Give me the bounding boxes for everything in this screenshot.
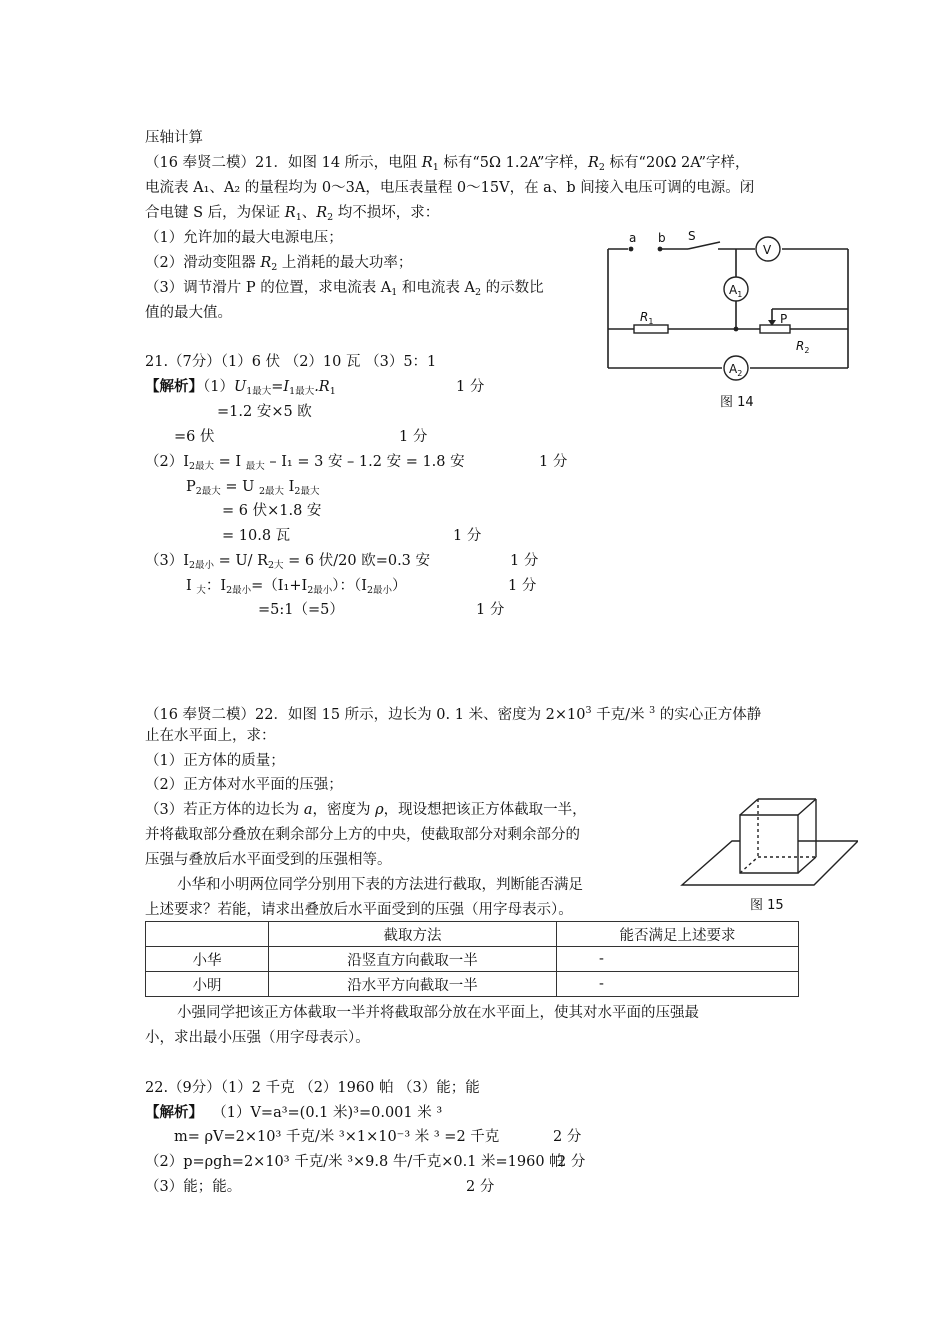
circuit-diagram-figure14 — [600, 222, 860, 417]
table-row — [146, 947, 799, 972]
q22-part3-line1 — [145, 800, 587, 820]
section-heading: 压轴计算 — [145, 130, 203, 146]
text: =I — [271, 379, 290, 395]
text: 【解析】 — [145, 378, 203, 395]
q22-step1a — [145, 1103, 442, 1123]
text: （3）若正方体的边长为 — [145, 802, 304, 818]
subscript: 1 — [432, 162, 439, 173]
table-cell: 小明 — [146, 972, 269, 997]
table-header-cell: 截取方法 — [269, 922, 557, 947]
q21-part3-line2: 值的最大值。 — [145, 305, 232, 321]
q22-part4-line1: 小强同学把该正方体截取一半并将截取部分放在水平面上，使其对水平面的压强最 — [177, 1005, 699, 1021]
symbol: R — [587, 155, 599, 171]
text: I — [284, 479, 295, 495]
subscript: 2 — [475, 287, 482, 298]
q21-stem-line3 — [145, 203, 439, 228]
q22-step3: （3）能；能。 — [145, 1179, 242, 1195]
label-a2: $A_2$ — [729, 362, 743, 378]
score: 1 分 — [508, 578, 537, 594]
text: 千克/米 — [591, 707, 650, 723]
text: 均不损坏，求： — [333, 205, 440, 221]
q22-stem-line2: 止在水平面上，求： — [145, 728, 276, 744]
figure15-caption: 图 15 — [750, 898, 784, 913]
subscript: 1 — [391, 287, 398, 298]
subscript: 2最小 — [188, 560, 214, 571]
q21-step1a — [145, 377, 336, 402]
symbol: R — [284, 205, 296, 221]
q21-answer: 21.（7分）（1）6 伏 （2）10 瓦 （3）5：1 — [145, 354, 437, 370]
text: 合电键 S 后，为保证 — [145, 205, 285, 221]
text: （16 奉贤二模）22．如图 15 所示，边长为 0. 1 米、密度为 2×10 — [145, 707, 586, 723]
text: （1）V=a³=(0.1 米)³=0.001 米 ³ — [212, 1105, 443, 1121]
q21-step3c: =5:1（=5） — [258, 602, 344, 618]
score: 1 分 — [399, 429, 428, 445]
symbol: U — [233, 379, 247, 395]
q22-part4-line2: 小，求出最小压强（用字母表示）。 — [145, 1030, 370, 1046]
text: ） — [392, 578, 407, 594]
q22-part1: （1）正方体的质量； — [145, 753, 285, 769]
subscript: 2 — [598, 162, 605, 173]
q21-stem-line2: 电流表 A₁、A₂ 的量程均为 0～3A，电压表量程 0～15V，在 a、b 间接入电压可调的电源。闭 — [145, 180, 755, 196]
text: ，现设想把该正方体截取一半， — [383, 802, 587, 818]
subscript: 2最大 — [195, 486, 221, 497]
subscript: 2 — [327, 212, 334, 223]
subscript: 2大 — [268, 560, 284, 571]
label-a: a — [629, 231, 637, 245]
q21-part1: （1）允许加的最大电源电压； — [145, 230, 343, 246]
table-cell: - — [557, 947, 799, 972]
q22-part2: （2）正方体对水平面的压强； — [145, 777, 343, 793]
q21-step2d: = 10.8 瓦 — [222, 528, 291, 544]
q21-step1b: =1.2 安×5 欧 — [217, 404, 312, 420]
text: （3）调节滑片 P 的位置，求电流表 A — [145, 280, 392, 296]
label-a1: $A_1$ — [729, 283, 743, 299]
q22-answer: 22.（9分）（1）2 千克 （2）1960 帕 （3）能；能 — [145, 1080, 480, 1096]
text: 【解析】 — [145, 1104, 203, 1121]
score: 1 分 — [456, 379, 485, 395]
subscript: 大 — [196, 585, 206, 596]
symbol: R — [421, 155, 433, 171]
figure14-caption: 图 14 — [720, 395, 754, 410]
symbol: a — [303, 802, 313, 818]
score: 1 分 — [510, 553, 539, 569]
text: .R — [314, 379, 330, 395]
resistor-r1-symbol — [634, 325, 668, 333]
cube-diagram-figure15 — [680, 775, 858, 915]
q22-step1b: m= ρV=2×10³ 千克/米 ³×1×10⁻³ 米 ³ =2 千克 — [174, 1129, 500, 1145]
text: – I₁ = 3 安 – 1.2 安 = 1.8 安 — [264, 454, 465, 470]
superscript: 3 — [585, 705, 592, 716]
subscript: 1最大 — [289, 386, 315, 397]
q21-step1c: =6 伏 — [174, 429, 215, 445]
q22-part3-line3: 压强与叠放后水平面受到的压强相等。 — [145, 852, 392, 868]
table-row — [146, 972, 799, 997]
text: 标有“5Ω 1.2A”字样， — [438, 155, 588, 171]
q22-part3-line5: 上述要求？若能，请求出叠放后水平面受到的压强（用字母表示）。 — [145, 902, 573, 918]
text: （2）滑动变阻器 — [145, 255, 261, 271]
subscript: 2最小 — [367, 585, 393, 596]
q21-part2 — [145, 253, 412, 278]
subscript: 1 — [329, 386, 336, 397]
label-p: P — [780, 312, 788, 326]
subscript: 最大 — [245, 461, 265, 472]
text: （16 奉贤二模）21．如图 14 所示，电阻 — [145, 155, 422, 171]
table-cell: - — [557, 972, 799, 997]
q21-step2b — [186, 477, 319, 502]
subscript: 2最大 — [259, 486, 285, 497]
text: = I — [214, 454, 246, 470]
subscript: 2最大 — [188, 461, 214, 472]
text: （3）I — [145, 553, 189, 569]
subscript: 1 — [295, 212, 302, 223]
text: 和电流表 A — [397, 280, 476, 296]
superscript: 3 — [649, 705, 656, 716]
text: 、 — [301, 205, 317, 221]
subscript: 1最大 — [246, 386, 272, 397]
symbol: R — [316, 205, 328, 221]
score: 2 分 — [553, 1129, 582, 1145]
text: =（I₁+I — [251, 578, 308, 594]
table-cell: 沿水平方向截取一半 — [269, 972, 557, 997]
subscript: 2 — [271, 262, 278, 273]
score: 2 分 — [466, 1179, 495, 1195]
text: 上消耗的最大功率； — [277, 255, 413, 271]
q21-step3b — [186, 576, 407, 601]
table-header-row — [146, 922, 799, 947]
rheostat-r2-symbol — [760, 325, 790, 333]
q22-part3-line4: 小华和小明两位同学分别用下表的方法进行截取，判断能否满足 — [177, 877, 583, 893]
text: P — [186, 479, 196, 495]
table-cell: 沿竖直方向截取一半 — [269, 947, 557, 972]
text: = 6 伏/20 欧=0.3 安 — [283, 553, 431, 569]
text: 的实心正方体静 — [655, 707, 762, 723]
symbol: R — [260, 255, 272, 271]
method-table — [145, 921, 799, 997]
text: = U — [220, 479, 260, 495]
text: 的示数比 — [481, 280, 544, 296]
subscript: 2最大 — [294, 486, 320, 497]
text: = U/ R — [214, 553, 268, 569]
symbol: ρ — [375, 802, 384, 818]
score: 1 分 — [539, 454, 568, 470]
label-r2: $R_2$ — [796, 339, 810, 355]
label-v: V — [763, 243, 772, 257]
text: ，密度为 — [312, 802, 376, 818]
score: 1 分 — [476, 602, 505, 618]
q21-part3-line1 — [145, 278, 544, 303]
q21-stem-line1 — [145, 153, 750, 178]
text: ）：（I — [332, 578, 367, 594]
text: （2）I — [145, 454, 189, 470]
q22-step2: （2）p=ρgh=2×10³ 千克/米 ³×9.8 牛/千克×0.1 米=1960 帕 — [145, 1154, 564, 1170]
label-s: S — [688, 229, 696, 243]
text: （1） — [203, 379, 234, 395]
q21-step3a — [145, 551, 430, 576]
label-r1: $R_1$ — [640, 310, 654, 326]
table-cell: 小华 — [146, 947, 269, 972]
table-header-cell — [146, 922, 269, 947]
table-header-cell: 能否满足上述要求 — [557, 922, 799, 947]
subscript: 2最小 — [307, 585, 333, 596]
score: 1 分 — [453, 528, 482, 544]
label-b: b — [658, 231, 666, 245]
cube-front-face — [740, 815, 798, 873]
text: ：I — [205, 578, 227, 594]
q22-stem-line1 — [145, 701, 761, 725]
subscript: 2最小 — [226, 585, 252, 596]
q22-part3-line2: 并将截取部分叠放在剩余部分上方的中央，使截取部分对剩余部分的 — [145, 827, 580, 843]
q21-step2a — [145, 452, 465, 477]
text: 标有“20Ω 2A”字样， — [604, 155, 750, 171]
text: I — [186, 578, 197, 594]
q21-step2c: = 6 伏×1.8 安 — [222, 503, 322, 519]
score: 2 分 — [557, 1154, 586, 1170]
